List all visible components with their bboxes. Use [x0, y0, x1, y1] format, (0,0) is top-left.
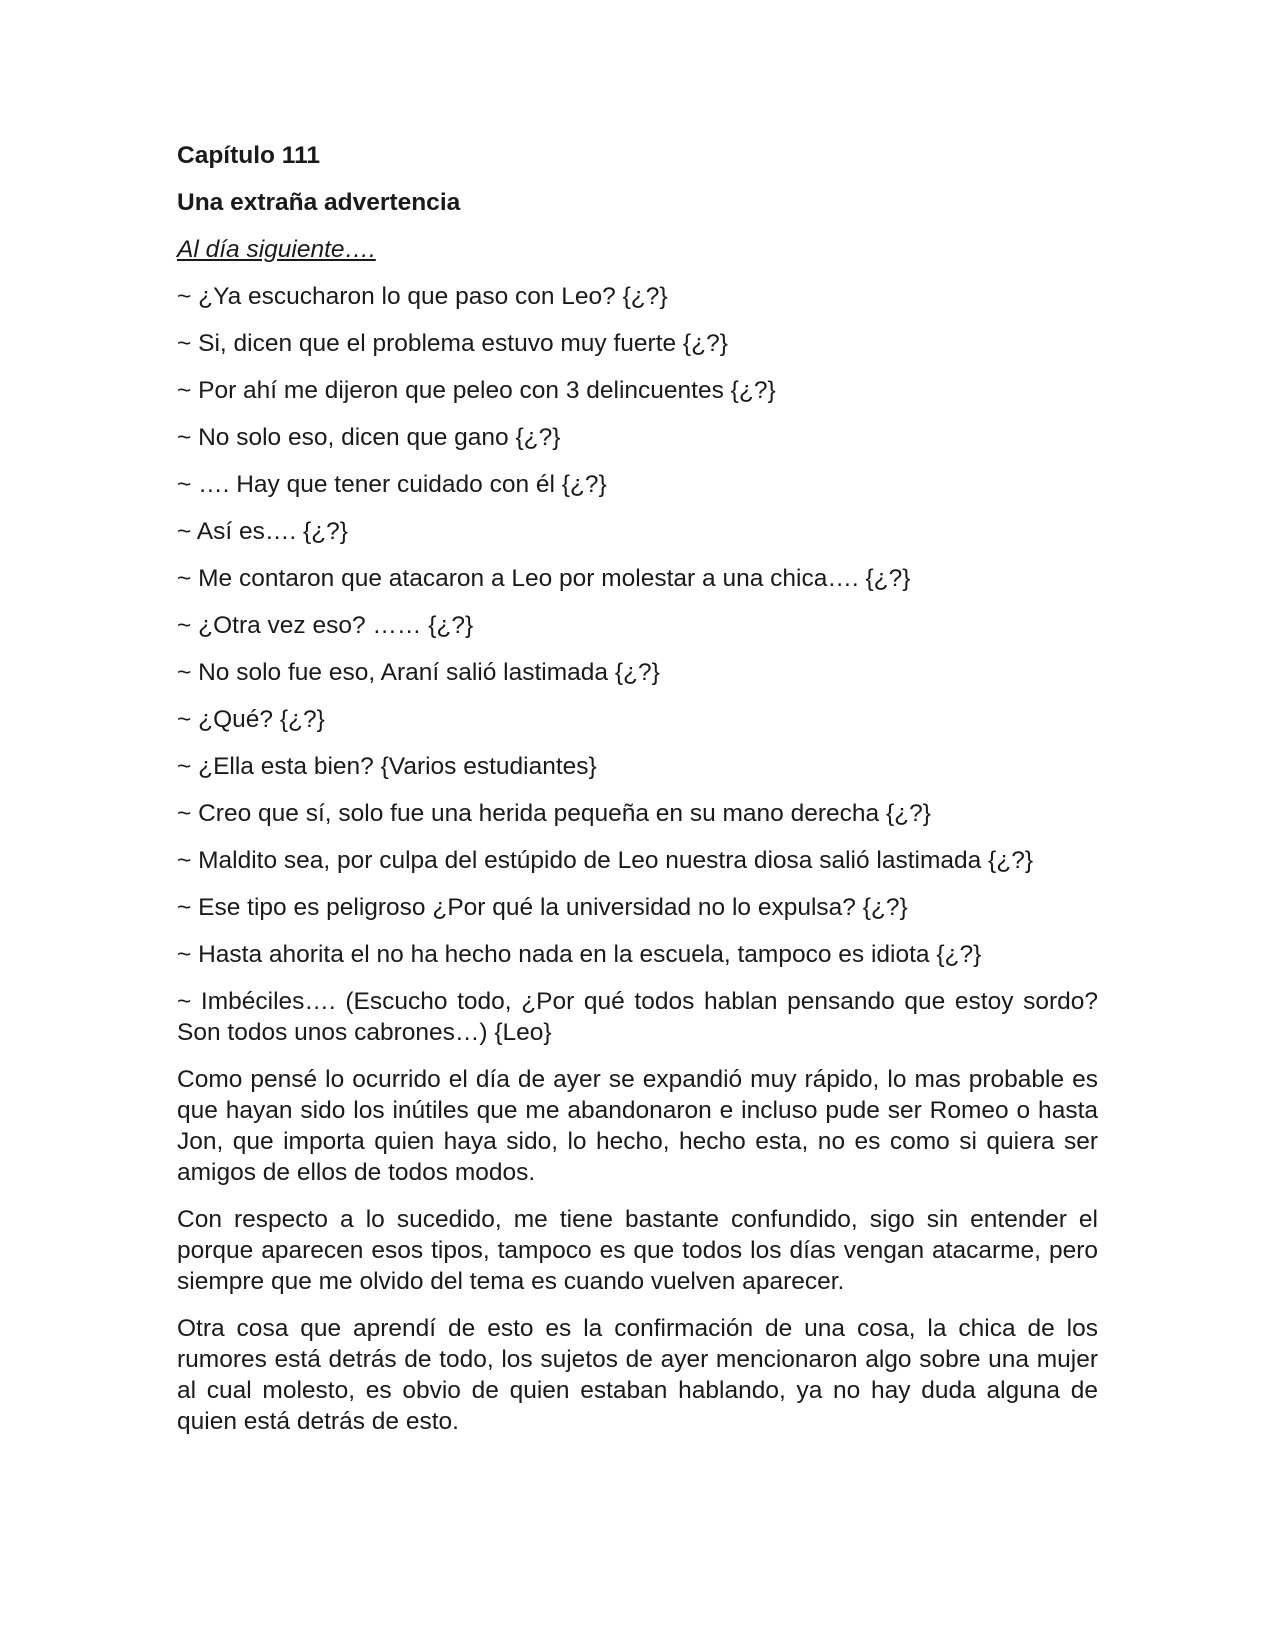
dialogue-list — [177, 281, 1098, 1048]
dialogue-line: ~ No solo fue eso, Araní salió lastimada {¿?} — [177, 659, 660, 686]
dialogue-line: ~ Ese tipo es peligroso ¿Por qué la universidad no lo expulsa? {¿?} — [177, 894, 908, 921]
chapter-title: Capítulo 111 — [177, 142, 320, 169]
dialogue-line: ~ ¿Ella esta bien? {Varios estudiantes} — [177, 753, 597, 780]
dialogue-line: ~ …. Hay que tener cuidado con él {¿?} — [177, 471, 607, 498]
body-paragraph: Con respecto a lo sucedido, me tiene bastante confundido, sigo sin entender el porque aparecen esos tipos, tampoco es que todos los días vengan atacarme, pero siempre que me olvido del tema es cuando vuelven aparecer. — [177, 1206, 1098, 1295]
dialogue-line: ~ Creo que sí, solo fue una herida pequeña en su mano derecha {¿?} — [177, 800, 931, 827]
chapter-subtitle: Una extraña advertencia — [177, 189, 461, 216]
dialogue-line: ~ ¿Otra vez eso? …… {¿?} — [177, 612, 474, 639]
dialogue-line: ~ Así es…. {¿?} — [177, 518, 348, 545]
dialogue-line: ~ Me contaron que atacaron a Leo por molestar a una chica…. {¿?} — [177, 565, 911, 592]
body-paragraph: Como pensé lo ocurrido el día de ayer se expandió muy rápido, lo mas probable es que hayan sido los inútiles que me abandonaron e incluso pude ser Romeo o hasta Jon, que importa quien haya sido, lo hecho, hecho esta, no es como si quiera ser amigos de ellos de todos modos. — [177, 1066, 1098, 1186]
dialogue-line: ~ Imbéciles…. (Escucho todo, ¿Por qué todos hablan pensando que estoy sordo? Son todos unos cabrones…) {Leo} — [177, 988, 1098, 1046]
dialogue-line: ~ Hasta ahorita el no ha hecho nada en la escuela, tampoco es idiota {¿?} — [177, 941, 982, 968]
scene-marker: Al día siguiente…. — [177, 236, 376, 263]
dialogue-line: ~ ¿Ya escucharon lo que paso con Leo? {¿?} — [177, 283, 668, 310]
dialogue-line: ~ Si, dicen que el problema estuvo muy fuerte {¿?} — [177, 330, 728, 357]
dialogue-line: ~ No solo eso, dicen que gano {¿?} — [177, 424, 561, 451]
body-paragraph: Otra cosa que aprendí de esto es la confirmación de una cosa, la chica de los rumores está detrás de todo, los sujetos de ayer mencionaron algo sobre una mujer al cual molesto, es obvio de quien estaban hablando, ya no hay duda alguna de quien está detrás de esto. — [177, 1315, 1098, 1435]
dialogue-line: ~ Maldito sea, por culpa del estúpido de Leo nuestra diosa salió lastimada {¿?} — [177, 847, 1034, 874]
dialogue-line: ~ Por ahí me dijeron que peleo con 3 delincuentes {¿?} — [177, 377, 776, 404]
document-page — [177, 140, 1098, 1453]
dialogue-line: ~ ¿Qué? {¿?} — [177, 706, 325, 733]
